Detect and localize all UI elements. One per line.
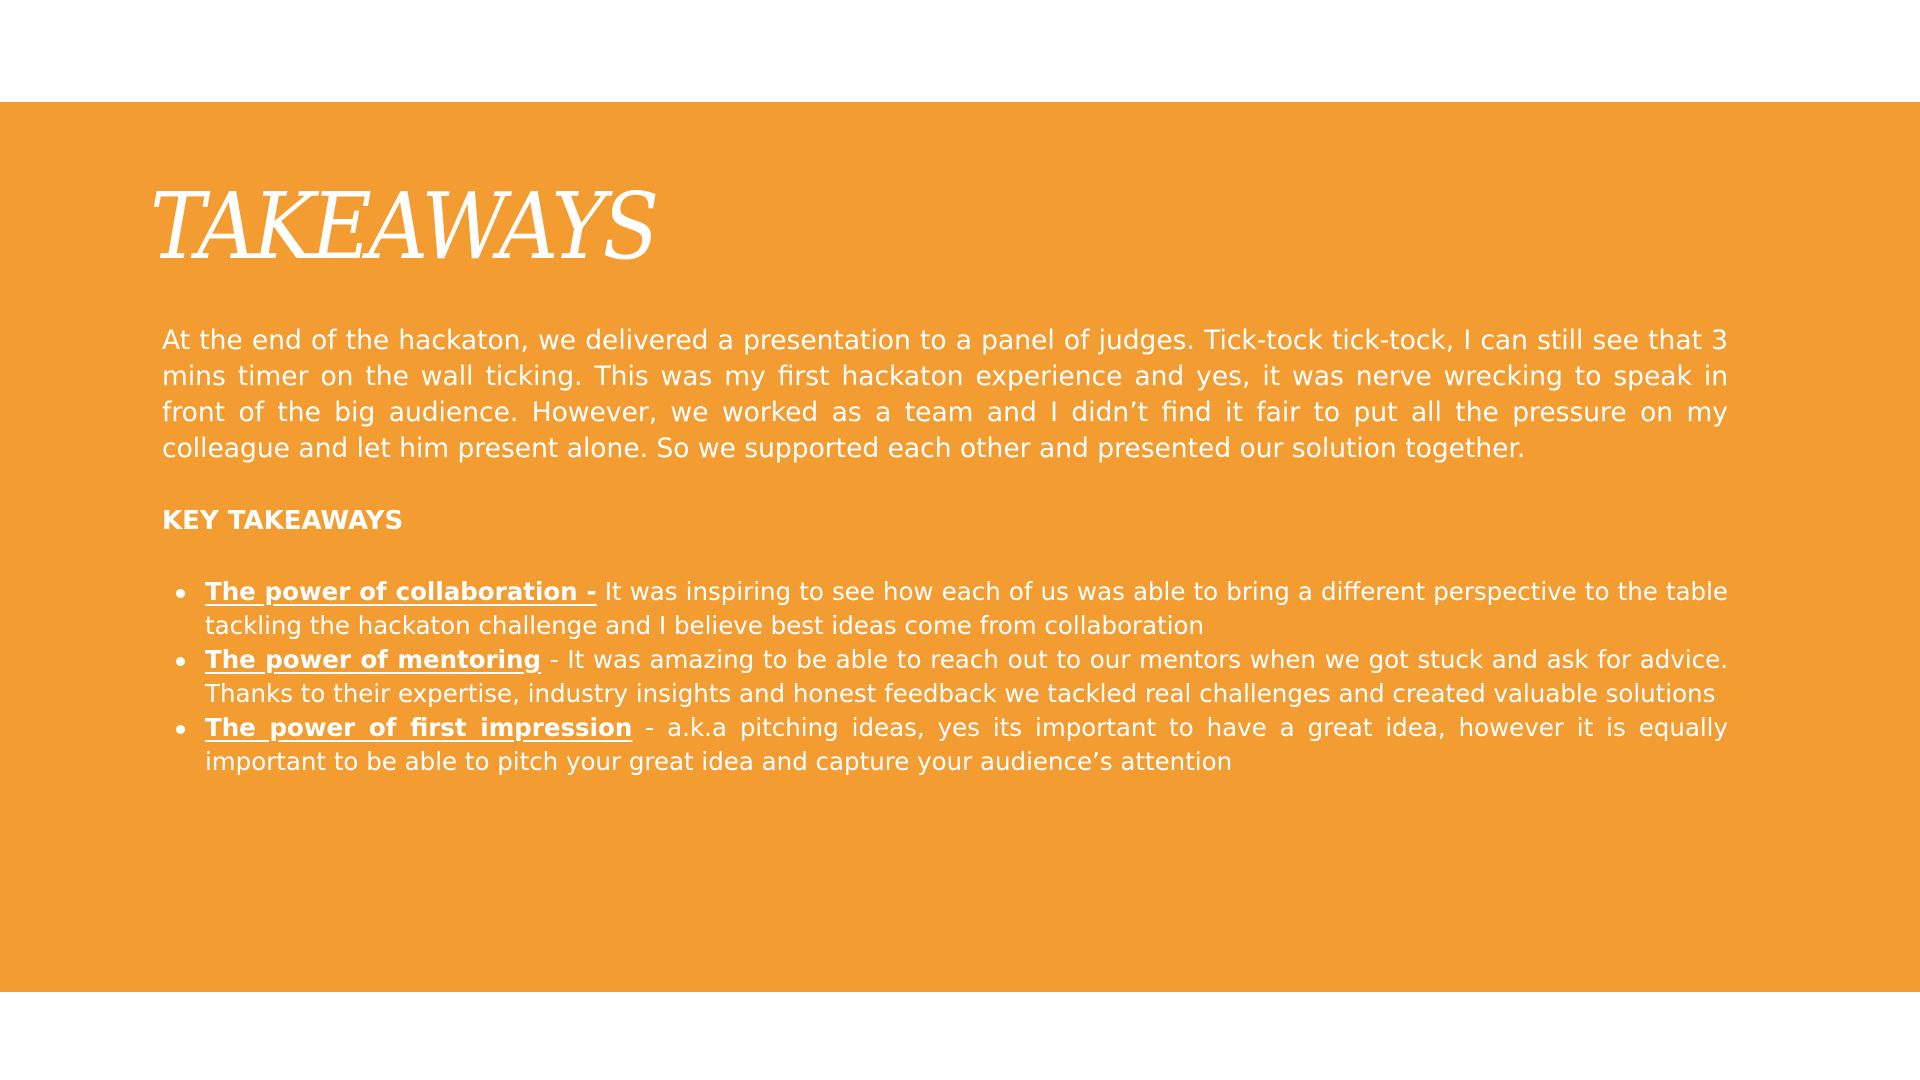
takeaway-item-collaboration xyxy=(205,575,1728,643)
takeaways-list xyxy=(162,575,1728,779)
bullet-icon xyxy=(176,589,185,598)
bullet-icon xyxy=(176,725,185,734)
takeaway-heading: The power of first impression xyxy=(205,713,633,742)
key-takeaways-heading: KEY TAKEAWAYS xyxy=(162,506,404,536)
slide-title: TAKEAWAYS xyxy=(150,173,656,280)
intro-paragraph: At the end of the hackaton, we delivered a presentation to a panel of judges. Tick-tock tick-tock, I can still see that 3 mins timer on the wall ticking. This was my first hackaton experience and yes, it was nerve wrecking to speak in front of the big audience. However, we worked as a team and I didn’t find it fair to put all the pressure on my colleague and let him present alone. So we supported each other and presented our solution together. xyxy=(162,325,1728,464)
takeaway-heading: The power of mentoring xyxy=(205,645,542,674)
takeaway-item-mentoring xyxy=(205,643,1728,711)
takeaway-text: - a.k.a pitching ideas, yes its important to have a great idea, however it is equally important to be able to pitch your great idea and capture your audience’s attention xyxy=(205,713,1728,776)
takeaway-heading: The power of collaboration - xyxy=(205,577,597,606)
takeaway-item-first-impression xyxy=(205,711,1728,779)
takeaway-text: - It was amazing to be able to reach out to our mentors when we got stuck and ask for advice. Thanks to their expertise, industry insights and honest feedback we tackled real challenges and created valuable solutions xyxy=(205,645,1728,708)
takeaway-text: It was inspiring to see how each of us was able to bring a different perspective to the table tackling the hackaton challenge and I believe best ideas come from collaboration xyxy=(205,577,1728,640)
bullet-icon xyxy=(176,657,185,666)
